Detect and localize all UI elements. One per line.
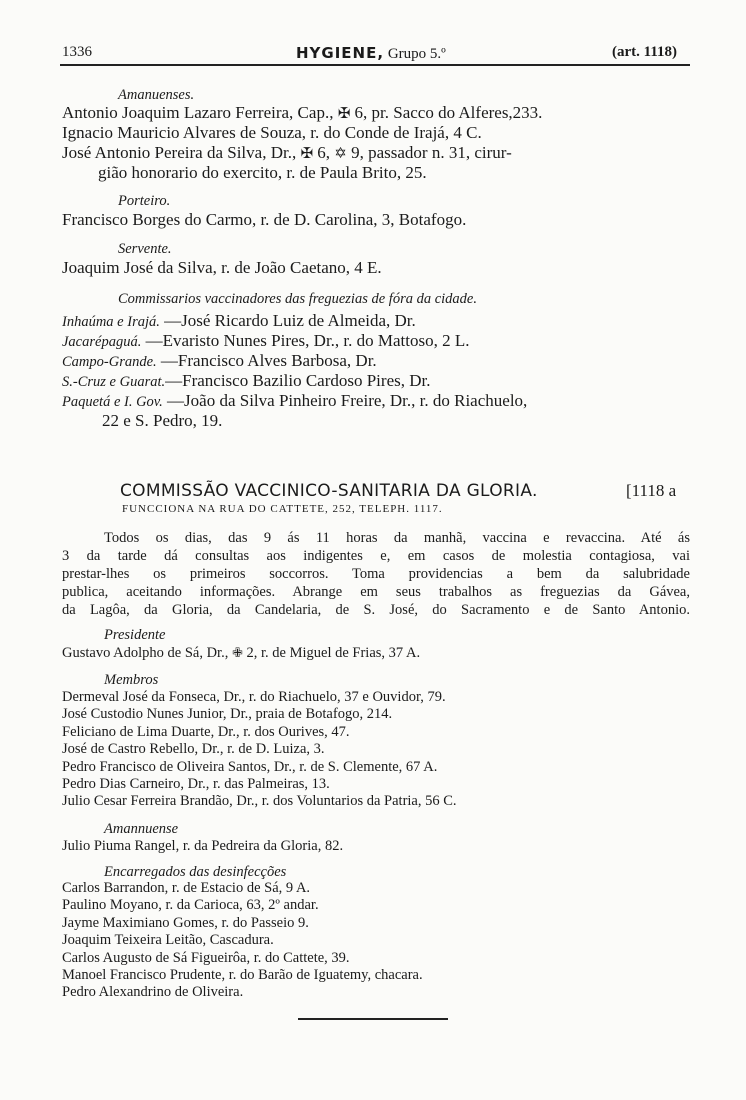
desinfeccoes-heading: Encarregados das desinfecções xyxy=(104,864,287,880)
commissario-row: Jacarépaguá. —Evaristo Nunes Pires, Dr., r. do Mattoso, 2 L. xyxy=(62,331,470,350)
group-label: Grupo 5.º xyxy=(387,46,446,62)
commissario-row: Paquetá e I. Gov. —João da Silva Pinheiro Freire, Dr., r. do Riachuelo, xyxy=(62,391,528,410)
presidente-entry: Gustavo Adolpho de Sá, Dr., ✙ 2, r. de Miguel de Frias, 37 A. xyxy=(62,645,421,661)
membro-item: Dermeval José da Fonseca, Dr., r. do Riachuelo, 37 e Ouvidor, 79. xyxy=(62,689,446,705)
desinfeccao-item: Carlos Augusto de Sá Figueirôa, r. do Cattete, 39. xyxy=(62,949,350,966)
commissario-row: Inhaúma e Irajá. —José Ricardo Luiz de Almeida, Dr. xyxy=(62,311,416,330)
order-star-icon: ✡ xyxy=(334,144,347,162)
servente-entry: Joaquim José da Silva, r. de João Caetano, 4 E. xyxy=(62,258,382,277)
servente-heading: Servente. xyxy=(118,241,172,257)
commissario-row-cont: 22 e S. Pedro, 19. xyxy=(102,411,223,430)
amanuense-row: Ignacio Mauricio Alvares de Souza, r. do Conde de Irajá, 4 C. xyxy=(62,123,482,142)
membro-item: Pedro Francisco de Oliveira Santos, Dr., r. de S. Clemente, 67 A. xyxy=(62,758,438,775)
membros-list xyxy=(62,689,457,811)
porteiro-entry: Francisco Borges do Carmo, r. de D. Carolina, 3, Botafogo. xyxy=(62,210,467,229)
membro-item: Julio Cesar Ferreira Brandão, Dr., r. dos Voluntarios da Patria, 56 C. xyxy=(62,793,457,810)
amanuense-row: Antonio Joaquim Lazaro Ferreira, Cap., ✠ 6, pr. Sacco do Alferes,233. xyxy=(62,103,543,122)
amanuense-entry: Julio Piuma Rangel, r. da Pedreira da Gloria, 82. xyxy=(62,838,344,854)
running-title xyxy=(296,44,446,63)
order-cross-icon: ✠ xyxy=(337,104,351,122)
membros-heading: Membros xyxy=(104,672,159,688)
paragraph-line: 3 da tarde dá consultas aos indigentes e, em casos de molestia contagiosa, vai xyxy=(62,548,690,564)
membro-item: José de Castro Rebello, Dr., r. de D. Luiza, 3. xyxy=(62,741,325,758)
commissario-row: Campo-Grande. —Francisco Alves Barbosa, Dr. xyxy=(62,351,377,370)
porteiro-heading: Porteiro. xyxy=(118,193,171,209)
desinfeccao-item: Carlos Barrandon, r. de Estacio de Sá, 9 A. xyxy=(62,880,311,896)
end-rule xyxy=(298,1018,448,1020)
desinfeccao-item: Paulino Moyano, r. da Carioca, 63, 2º andar. xyxy=(62,897,319,914)
membro-item: Pedro Dias Carneiro, Dr., r. das Palmeiras, 13. xyxy=(62,776,330,793)
page-number: 1336 xyxy=(62,44,92,60)
paragraph-line: prestar-lhes os primeiros soccorros. Toma providencias a bem da salubridade xyxy=(62,566,690,582)
amanuenses-heading: Amanuenses. xyxy=(118,87,195,103)
section-subtitle: FUNCCIONA NA RUA DO CATTETE, 252, TELEPH. 1117. xyxy=(122,503,443,515)
desinfeccao-item: Pedro Alexandrino de Oliveira. xyxy=(62,984,244,1001)
presidente-heading: Presidente xyxy=(104,627,166,643)
desinfeccao-item: Manoel Francisco Prudente, r. do Barão de Iguatemy, chacara. xyxy=(62,967,423,984)
article-ref: (art. 1118) xyxy=(612,44,677,60)
membro-item: José Custodio Nunes Junior, Dr., praia de Botafogo, 214. xyxy=(62,706,393,723)
amanuense-row: José Antonio Pereira da Silva, Dr., ✠ 6, ✡ 9, passador n. 31, cirur- xyxy=(62,143,512,162)
section-ref: [1118 a xyxy=(626,481,677,500)
section-title: COMMISSÃO VACCINICO-SANITARIA DA GLORIA. xyxy=(120,481,538,501)
description-paragraph xyxy=(62,529,690,619)
commissario-row: S.-Cruz e Guarat.—Francisco Bazilio Cardoso Pires, Dr. xyxy=(62,371,431,390)
membro-item: Feliciano de Lima Duarte, Dr., r. dos Ourives, 47. xyxy=(62,723,350,740)
paragraph-line: publica, aceitando informações. Abrange em seus trabalhos as freguezias da Gávea, xyxy=(62,584,690,600)
order-cross-icon: ✠ xyxy=(300,144,314,162)
amanuense-heading: Amannuense xyxy=(104,821,179,837)
desinfeccao-item: Jayme Maximiano Gomes, r. do Passeio 9. xyxy=(62,914,309,931)
paragraph-line: Todos os dias, das 9 ás 11 horas da manhã, vaccina e revaccina. Até ás xyxy=(104,530,690,546)
amanuense-row-cont: gião honorario do exercito, r. de Paula Brito, 25. xyxy=(98,163,427,182)
order-cross-icon: ✙ xyxy=(231,646,243,661)
journal-title: HYGIENE, xyxy=(296,44,385,62)
commissarios-heading: Commissarios vaccinadores das freguezias de fóra da cidade. xyxy=(118,291,477,307)
desinfeccoes-list xyxy=(62,880,423,1002)
paragraph-line: da Lagôa, da Gloria, da Candelaria, de S. José, do Sacramento e de Santo Antonio. xyxy=(62,602,690,618)
desinfeccao-item: Joaquim Teixeira Leitão, Cascadura. xyxy=(62,932,274,949)
header-rule xyxy=(60,64,690,66)
